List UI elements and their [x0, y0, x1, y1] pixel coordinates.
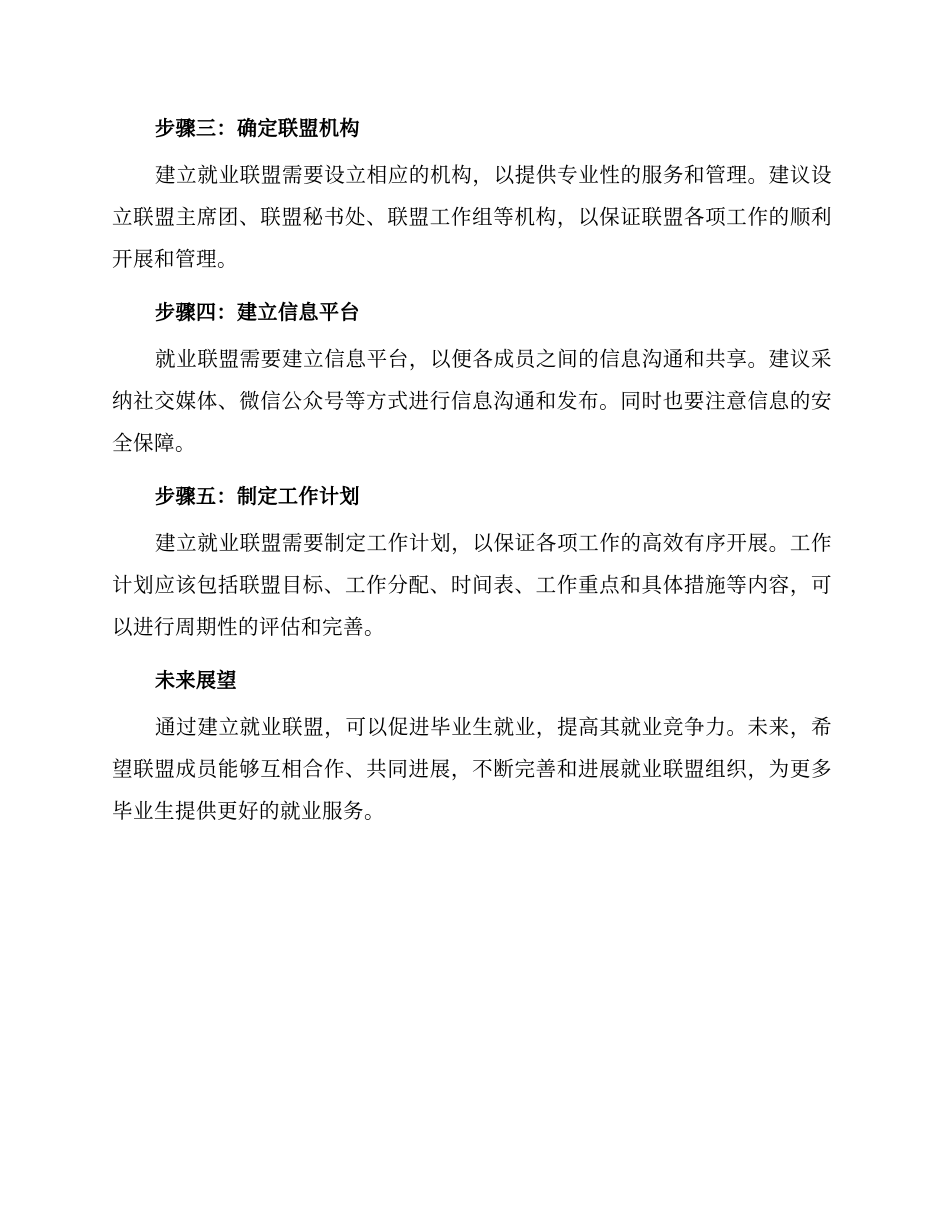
- section-paragraph: 通过建立就业联盟，可以促进毕业生就业，提高其就业竞争力。未来，希望联盟成员能够互相合作、共同进展，不断完善和进展就业联盟组织，为更多毕业生提供更好的就业服务。: [112, 715, 832, 823]
- section-heading: 步骤三：确定联盟机构: [155, 116, 360, 140]
- section-paragraph: 建立就业联盟需要设立相应的机构，以提供专业性的服务和管理。建议设立联盟主席团、联盟秘书处、联盟工作组等机构，以保证联盟各项工作的顺利开展和管理。: [112, 163, 832, 271]
- section-step-4: [112, 292, 832, 464]
- section-paragraph: 建立就业联盟需要制定工作计划，以保证各项工作的高效有序开展。工作计划应该包括联盟目标、工作分配、时间表、工作重点和具体措施等内容，可以进行周期性的评估和完善。: [112, 531, 832, 639]
- section-step-3: [112, 108, 832, 280]
- section-step-5: [112, 476, 832, 648]
- section-heading: 步骤五：制定工作计划: [155, 484, 360, 508]
- section-heading: 步骤四：建立信息平台: [155, 300, 360, 324]
- document-page: [112, 108, 832, 844]
- section-outlook: [112, 660, 832, 832]
- section-paragraph: 就业联盟需要建立信息平台，以便各成员之间的信息沟通和共享。建议采纳社交媒体、微信公众号等方式进行信息沟通和发布。同时也要注意信息的安全保障。: [112, 347, 832, 455]
- section-heading: 未来展望: [155, 668, 237, 692]
